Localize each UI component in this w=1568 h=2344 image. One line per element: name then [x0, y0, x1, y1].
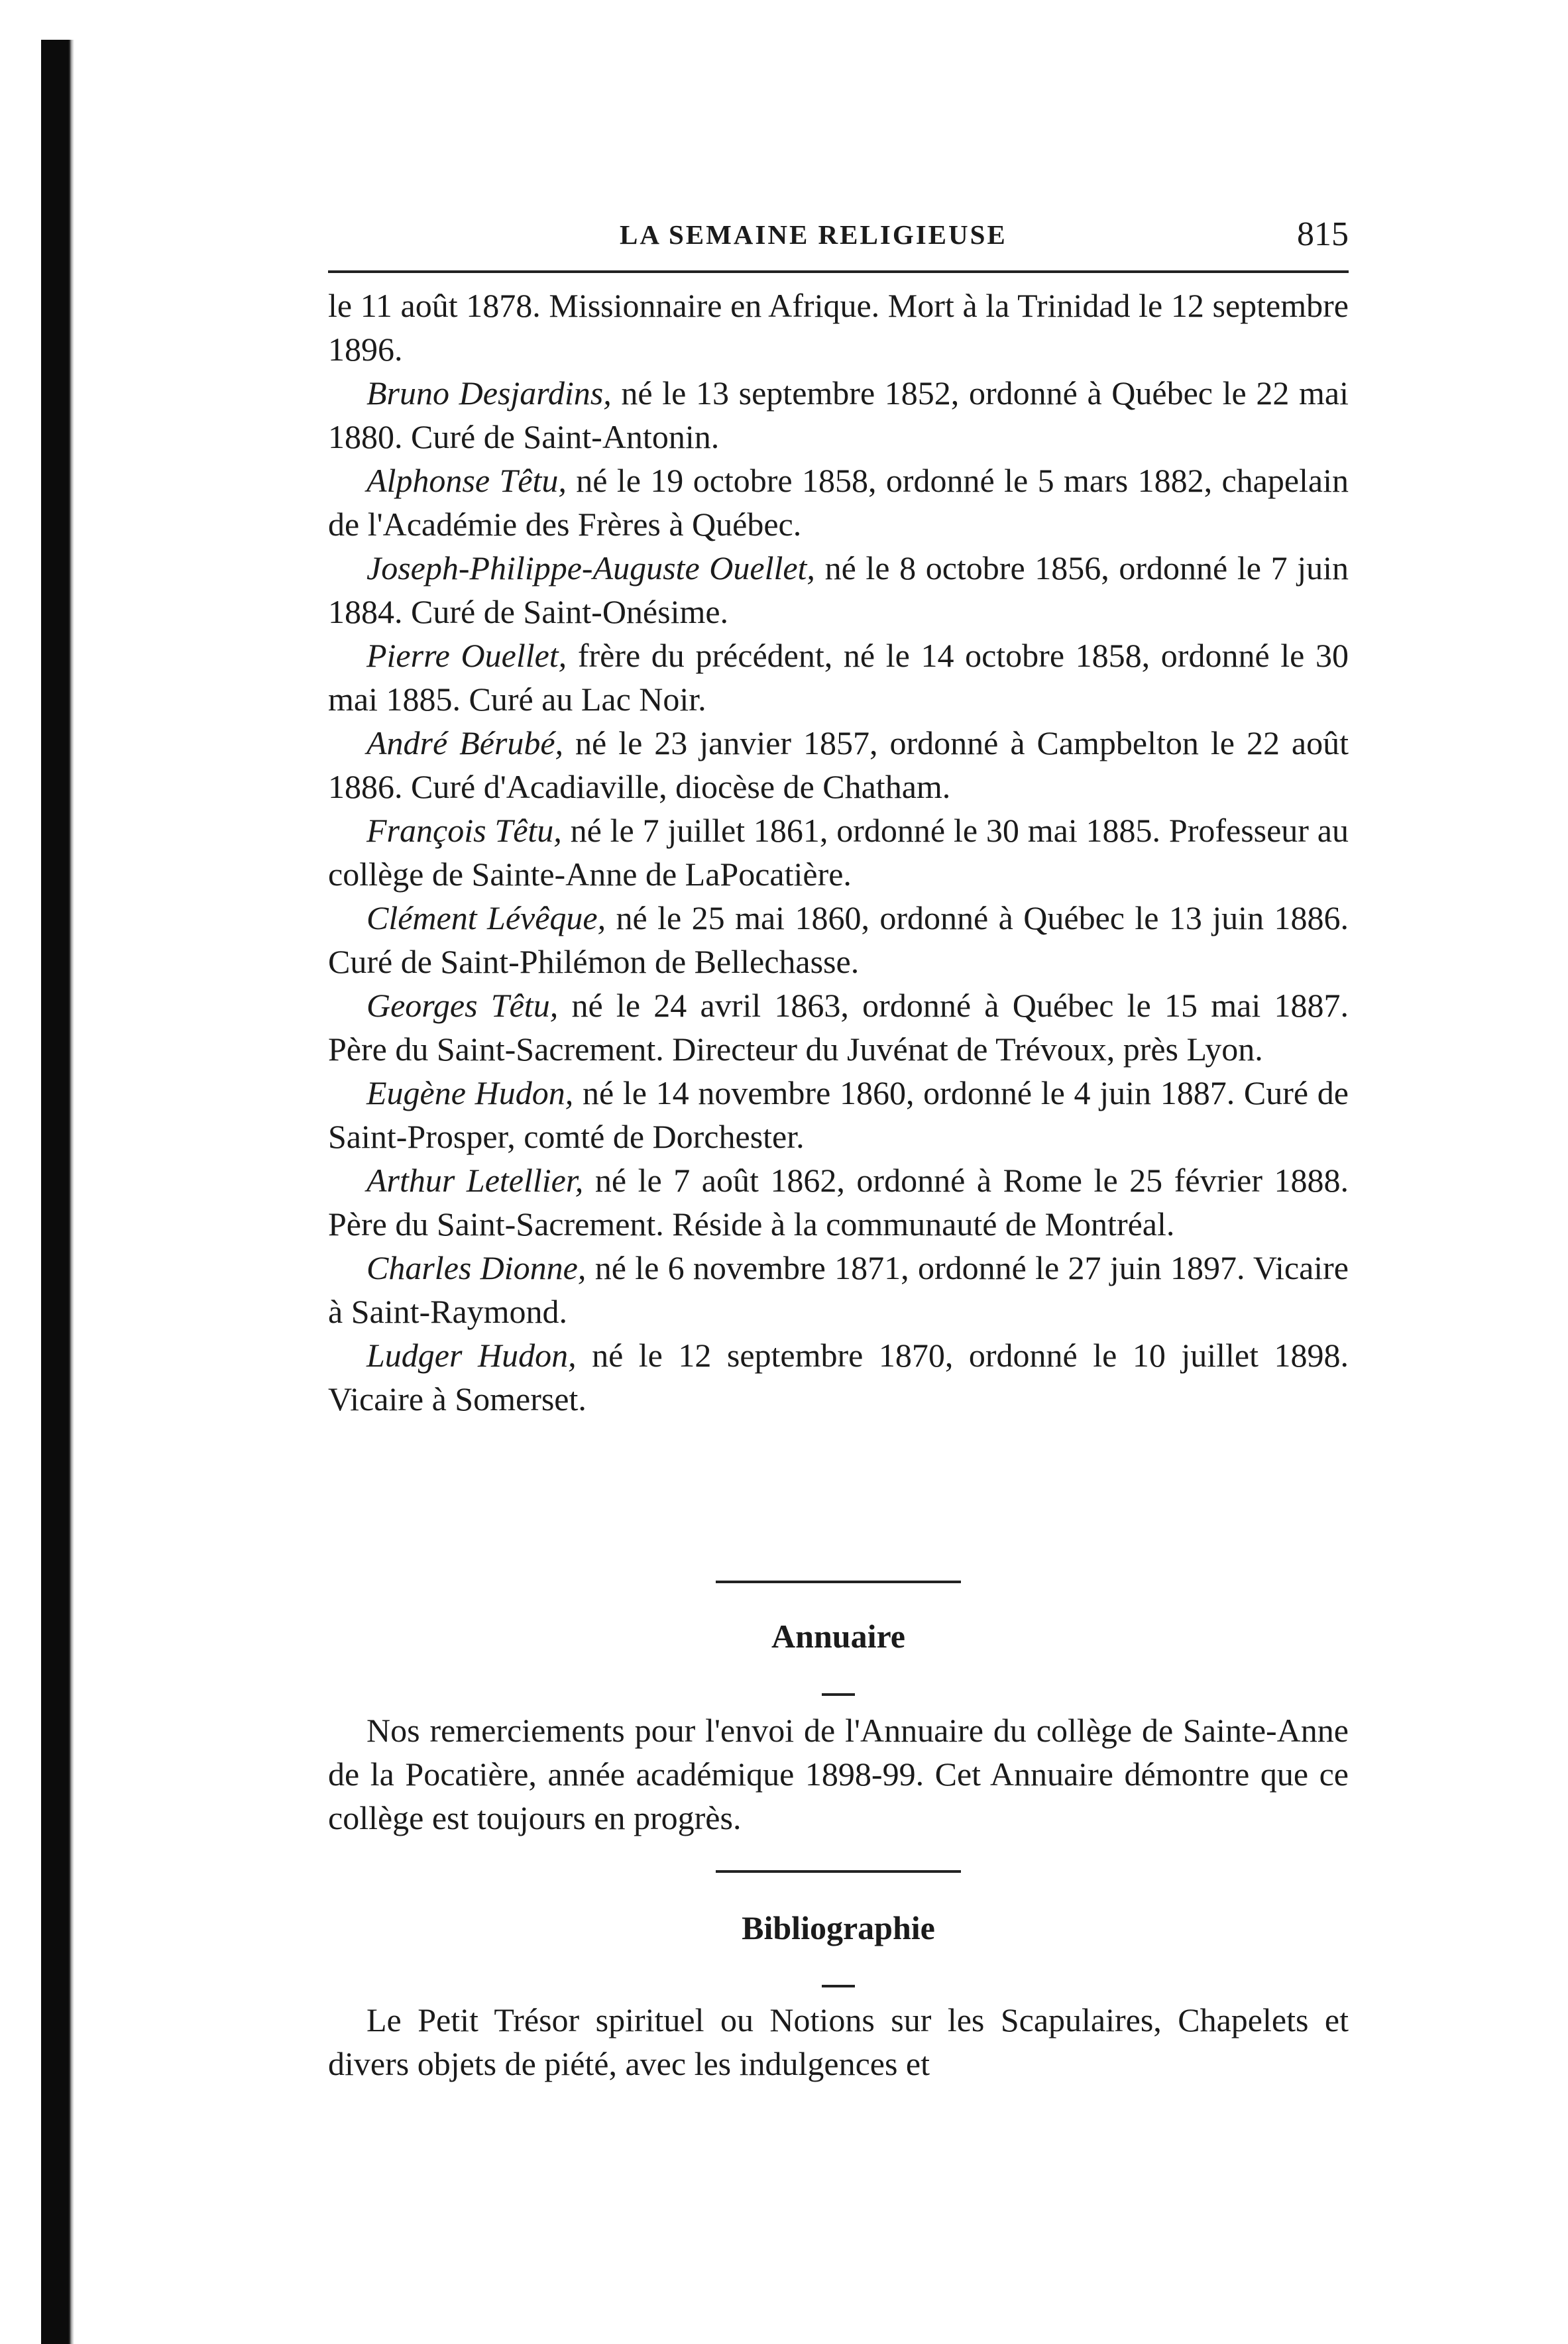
- entry-text: né le 7 juillet 1861, ordonné le 30 mai 1885. Professeur au collège de Sainte-Anne de LaPocatière.: [328, 812, 1349, 893]
- section-divider: [716, 1870, 961, 1873]
- entry-text: né le 24 avril 1863, ordonné à Québec le 15 mai 1887. Père du Saint-Sacrement. Directeur du Juvénat de Trévoux, près Lyon.: [328, 987, 1349, 1068]
- entry-text: le 11 août 1878. Missionnaire en Afrique. Mort à la Trinidad le 12 septembre 1896.: [328, 287, 1349, 368]
- document-page: [328, 0, 1349, 2344]
- list-item: [328, 809, 1349, 896]
- bibliographie-title: Bibliographie: [742, 1909, 935, 1946]
- header-rule: [328, 270, 1349, 273]
- entry-name: Pierre Ouellet,: [366, 637, 567, 674]
- entry-name: André Bérubé,: [366, 724, 564, 761]
- list-item: [328, 284, 1349, 371]
- entry-name: Bruno Desjardins,: [366, 374, 612, 412]
- entry-text: frère du précédent, né le 14 octobre 1858, ordonné le 30 mai 1885. Curé au Lac Noir.: [328, 637, 1349, 718]
- list-item: [328, 1333, 1349, 1421]
- entry-text: né le 14 novembre 1860, ordonné le 4 juin 1887. Curé de Saint-Prosper, comté de Dorchester.: [328, 1074, 1349, 1155]
- entry-text: né le 8 octobre 1856, ordonné le 7 juin 1884. Curé de Saint-Onésime.: [328, 549, 1349, 630]
- page-number: 815: [1297, 215, 1349, 253]
- bibliographie-body: Le Petit Trésor spirituel ou Notions sur les Scapulaires, Chapelets et divers objets de piété, avec les indulgences et: [328, 2001, 1349, 2082]
- title-dash: [822, 1985, 855, 1987]
- entry-name: Ludger Hudon,: [366, 1337, 577, 1374]
- section-divider: [716, 1581, 961, 1583]
- list-item: [328, 1158, 1349, 1246]
- annuaire-body: Nos remerciements pour l'envoi de l'Annuaire du collège de Sainte-Anne de la Pocatière, année académique 1898-99. Cet Annuaire démontre que ce collège est toujours en progrès.: [328, 1712, 1349, 1836]
- book-spine-edge: [69, 40, 74, 2344]
- list-item: [328, 371, 1349, 459]
- list-item: [328, 546, 1349, 634]
- title-dash: [822, 1693, 855, 1696]
- entry-name: Alphonse Têtu,: [366, 462, 567, 499]
- entry-text: né le 6 novembre 1871, ordonné le 27 juin 1897. Vicaire à Saint-Raymond.: [328, 1249, 1349, 1330]
- running-head: LA SEMAINE RELIGIEUSE: [620, 219, 1007, 250]
- list-item: [328, 459, 1349, 546]
- list-item: [328, 634, 1349, 721]
- list-item: [328, 983, 1349, 1071]
- entry-name: Joseph-Philippe-Auguste Ouellet,: [366, 549, 815, 586]
- book-spine-shadow: [41, 40, 70, 2344]
- page-header: [328, 215, 1349, 258]
- entry-text: né le 12 septembre 1870, ordonné le 10 juillet 1898. Vicaire à Somerset.: [328, 1337, 1349, 1418]
- annuaire-title: Annuaire: [771, 1618, 905, 1655]
- entry-name: Georges Têtu,: [366, 987, 559, 1024]
- entry-text: né le 25 mai 1860, ordonné à Québec le 13 juin 1886. Curé de Saint-Philémon de Bellechasse.: [328, 899, 1349, 980]
- entry-name: Eugène Hudon,: [366, 1074, 574, 1111]
- entry-text: né le 13 septembre 1852, ordonné à Québec le 22 mai 1880. Curé de Saint-Antonin.: [328, 374, 1349, 455]
- list-item: [328, 1071, 1349, 1158]
- list-item: [328, 1246, 1349, 1333]
- entry-name: Clément Lévêque,: [366, 899, 606, 936]
- clergy-list: [328, 284, 1349, 1421]
- list-item: [328, 721, 1349, 809]
- entry-text: né le 19 octobre 1858, ordonné le 5 mars 1882, chapelain de l'Académie des Frères à Québec.: [328, 462, 1349, 543]
- list-item: [328, 896, 1349, 983]
- entry-text: né le 23 janvier 1857, ordonné à Campbelton le 22 août 1886. Curé d'Acadiaville, diocèse de Chatham.: [328, 724, 1349, 805]
- entry-name: François Têtu,: [366, 812, 562, 849]
- entry-name: Charles Dionne,: [366, 1249, 587, 1286]
- entry-text: né le 7 août 1862, ordonné à Rome le 25 février 1888. Père du Saint-Sacrement. Réside à la communauté de Montréal.: [328, 1162, 1349, 1243]
- entry-name: Arthur Letellier,: [366, 1162, 584, 1199]
